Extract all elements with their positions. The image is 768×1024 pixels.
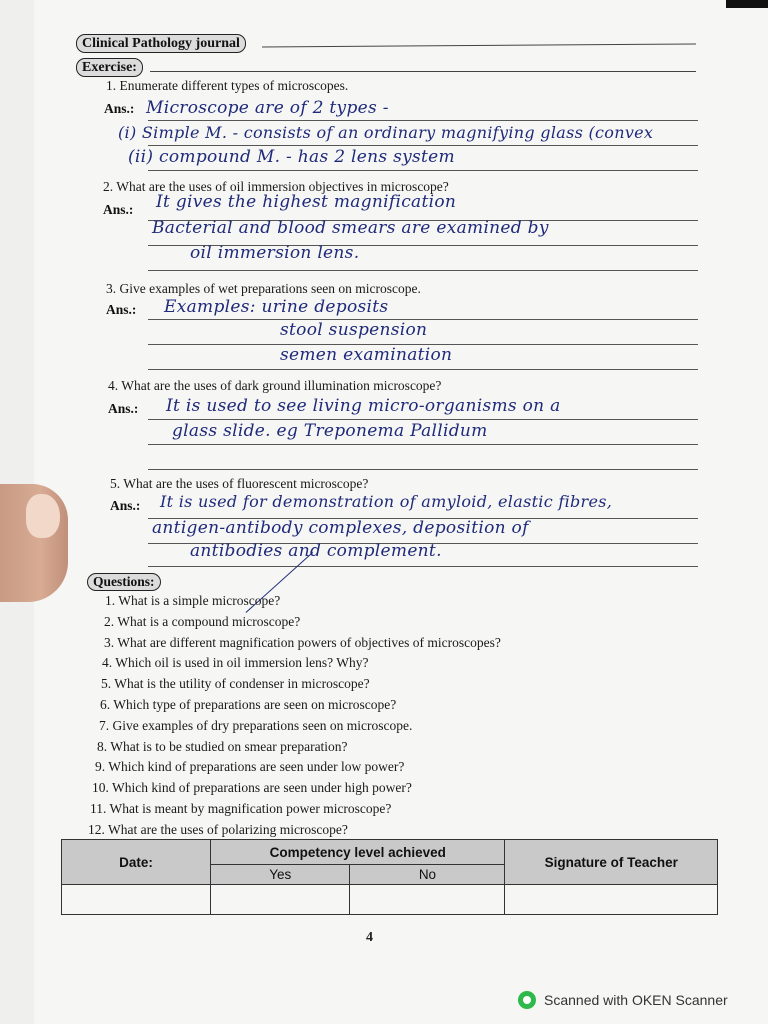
exercise-2-answer-line-3: oil immersion lens. (190, 243, 360, 263)
exercise-rule (150, 71, 696, 72)
list-item: 9. Which kind of preparations are seen under low power? (95, 759, 405, 775)
oken-scanner-logo-icon (518, 991, 536, 1009)
exercise-3-ans-label: Ans.: (106, 302, 137, 317)
list-item: 1. What is a simple microscope? (105, 593, 281, 608)
list-item: 12. What are the uses of polarizing microscope? (88, 821, 348, 837)
answer-rule (148, 145, 698, 146)
exercise-4-ans-label: Ans.: (108, 401, 139, 416)
exercise-4-question: 4. What are the uses of dark ground illumination microscope? (108, 378, 442, 393)
exercise-1-answer-line-1: Microscope are of 2 types - (146, 98, 389, 118)
exercise-4-answer-line-2: glass slide. eg Treponema Pallidum (172, 421, 488, 441)
questions-heading: Questions: (87, 573, 161, 591)
thumb-nail (26, 494, 60, 538)
answer-rule (148, 170, 698, 171)
list-item: 4. Which oil is used in oil immersion lens? Why? (102, 655, 369, 671)
exercise-1-question: 1. Enumerate different types of microscopes. (106, 78, 349, 93)
exercise-3-answer-line-2: stool suspension (280, 320, 428, 340)
list-item: 3. What are different magnification powers of objectives of microscopes? (104, 634, 501, 650)
answer-rule (148, 419, 698, 420)
exercise-3-question: 3. Give examples of wet preparations seen on microscope. (106, 281, 421, 296)
questions-list (87, 591, 501, 841)
answer-rule (148, 444, 698, 445)
exercise-4-answer-line-1: It is used to see living micro-organisms on a (166, 396, 561, 416)
exercise-3-answer-line-1: Examples: urine deposits (164, 297, 389, 317)
exercise-5-answer-line-1: It is used for demonstration of amyloid, elastic fibres, (160, 492, 613, 511)
exercise-2-question: 2. What are the uses of oil immersion objectives in microscope? (103, 179, 449, 194)
thumb (0, 484, 68, 602)
list-item: 6. Which type of preparations are seen on microscope? (100, 696, 397, 712)
exercise-3-answer-line-3: semen examination (280, 345, 453, 365)
journal-title: Clinical Pathology journal (76, 34, 246, 53)
yes-cell[interactable] (211, 885, 350, 915)
exercise-5-answer-line-2: antigen-antibody complexes, deposition of (152, 518, 529, 538)
scanner-watermark (518, 991, 728, 1009)
page-number: 4 (366, 930, 373, 945)
yes-header: Yes (211, 865, 350, 885)
answer-rule (148, 120, 698, 121)
exercise-5-ans-label: Ans.: (110, 498, 141, 513)
signature-header: Signature of Teacher (505, 840, 718, 885)
date-header: Date: (62, 840, 211, 885)
exercise-5-answer-line-3: antibodies and complement. (190, 541, 442, 561)
list-item: 10. Which kind of preparations are seen under high power? (92, 780, 412, 796)
list-item: 7. Give examples of dry preparations seen on microscope. (99, 717, 413, 733)
answer-rule (148, 270, 698, 271)
exercise-heading: Exercise: (76, 58, 143, 77)
competency-table (61, 839, 718, 915)
competency-header: Competency level achieved (211, 840, 505, 865)
list-item: 11. What is meant by magnification power microscope? (90, 800, 392, 816)
list-item: 5. What is the utility of condenser in microscope? (101, 676, 370, 692)
exercise-1-answer-line-3: (ii) compound M. - has 2 lens system (128, 147, 455, 167)
answer-rule (148, 566, 698, 567)
exercise-1-ans-label: Ans.: (104, 101, 135, 116)
exercise-2-answer-line-1: It gives the highest magnification (156, 192, 457, 212)
answer-rule (148, 369, 698, 370)
list-item: 8. What is to be studied on smear preparation? (97, 738, 348, 754)
exercise-2-ans-label: Ans.: (103, 202, 134, 217)
signature-cell[interactable] (505, 885, 718, 915)
date-cell[interactable] (62, 885, 211, 915)
scanner-text: Scanned with OKEN Scanner (544, 992, 728, 1008)
exercise-2-answer-line-2: Bacterial and blood smears are examined by (152, 218, 549, 238)
exercise-1-answer-line-2: (i) Simple M. - consists of an ordinary magnifying glass (convex (118, 123, 654, 142)
no-header: No (350, 865, 505, 885)
background-corner (726, 0, 768, 8)
no-cell[interactable] (350, 885, 505, 915)
list-item: 2. What is a compound microscope? (104, 613, 301, 629)
answer-rule (148, 469, 698, 470)
exercise-5-question: 5. What are the uses of fluorescent microscope? (110, 476, 369, 491)
